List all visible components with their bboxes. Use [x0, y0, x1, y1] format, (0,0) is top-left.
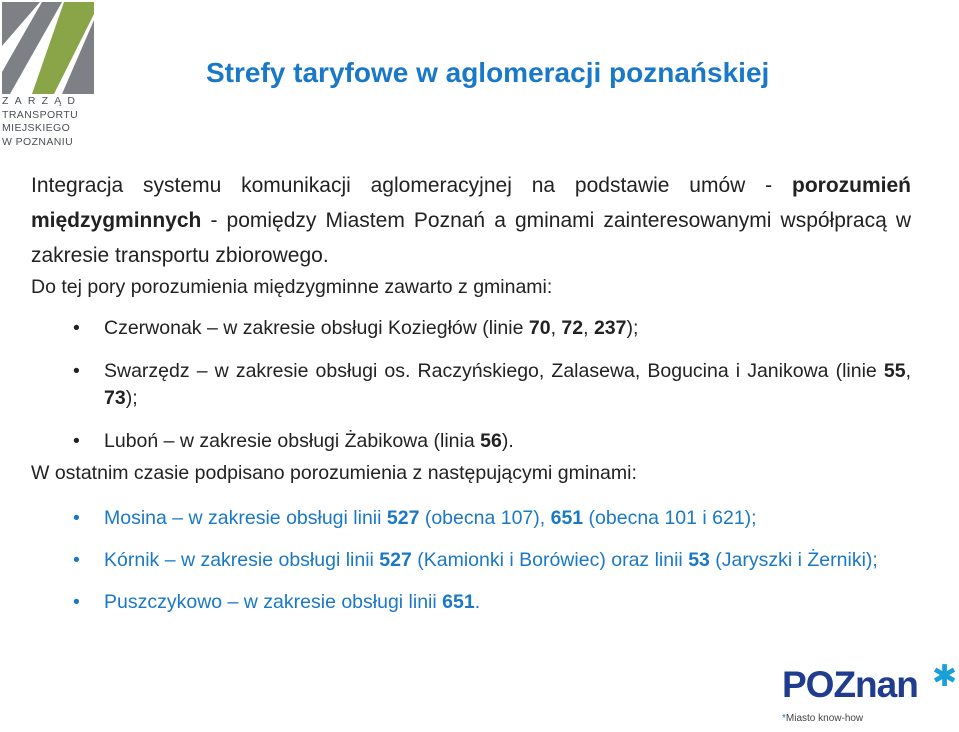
ztm-line-1: ZARZĄD: [2, 95, 82, 107]
intro-bold: porozumień międzygminnych: [31, 174, 911, 232]
slide-content: [31, 168, 911, 619]
list-item: • Puszczykowo – w zakresie obsługi linii 651.: [31, 585, 911, 619]
list-item: • Luboń – w zakresie obsługi Żabikowa (linia 56).: [31, 428, 911, 455]
ztm-line-3: MIEJSKIEGO: [2, 122, 71, 134]
intro-paragraph: [31, 168, 911, 273]
ztm-logo-text: [2, 95, 94, 149]
asterisk-small-icon: *: [782, 713, 786, 724]
poznan-tagline: *Miasto know-how: [782, 713, 864, 724]
asterisk-icon: ✱: [932, 660, 958, 693]
section1-heading: Do tej pory porozumienia międzygminne zawarto z gminami:: [31, 276, 553, 298]
list-item: • Mosina – w zakresie obsługi linii 527 (obecna 107), 651 (obecna 101 i 621);: [31, 501, 911, 535]
section2-list: [31, 501, 911, 619]
list-item: • Czerwonak – w zakresie obsługi Koziegłów (linie 70, 72, 237);: [31, 315, 911, 342]
list-item: • Swarzędz – w zakresie obsługi os. Raczyńskiego, Zalasewa, Bogucina i Janikowa (linie 55, 73);: [31, 358, 911, 412]
ztm-logo-mark-icon: [2, 2, 94, 94]
ztm-line-4: W POZNANIU: [2, 135, 74, 148]
section1-list: [31, 315, 911, 455]
poznan-wordmark: POZnan: [782, 664, 918, 705]
slide-title: Strefy taryfowe w aglomeracji poznańskiej: [206, 57, 770, 88]
section2-heading: W ostatnim czasie podpisano porozumienia z następującymi gminami:: [31, 462, 637, 484]
intro-text-1: Integracja systemu komunikacji aglomeracyjnej na podstawie umów -: [31, 174, 792, 197]
ztm-line-2: TRANSPORTU: [2, 108, 79, 121]
poznan-logo: [782, 662, 958, 732]
intro-text-2: - pomiędzy Miastem Poznań a gminami zainteresowanymi współpracą w zakresie transportu zbiorowego.: [31, 209, 911, 267]
list-item: • Kórnik – w zakresie obsługi linii 527 (Kamionki i Borówiec) oraz linii 53 (Jaryszki i Żerniki);: [31, 543, 911, 577]
